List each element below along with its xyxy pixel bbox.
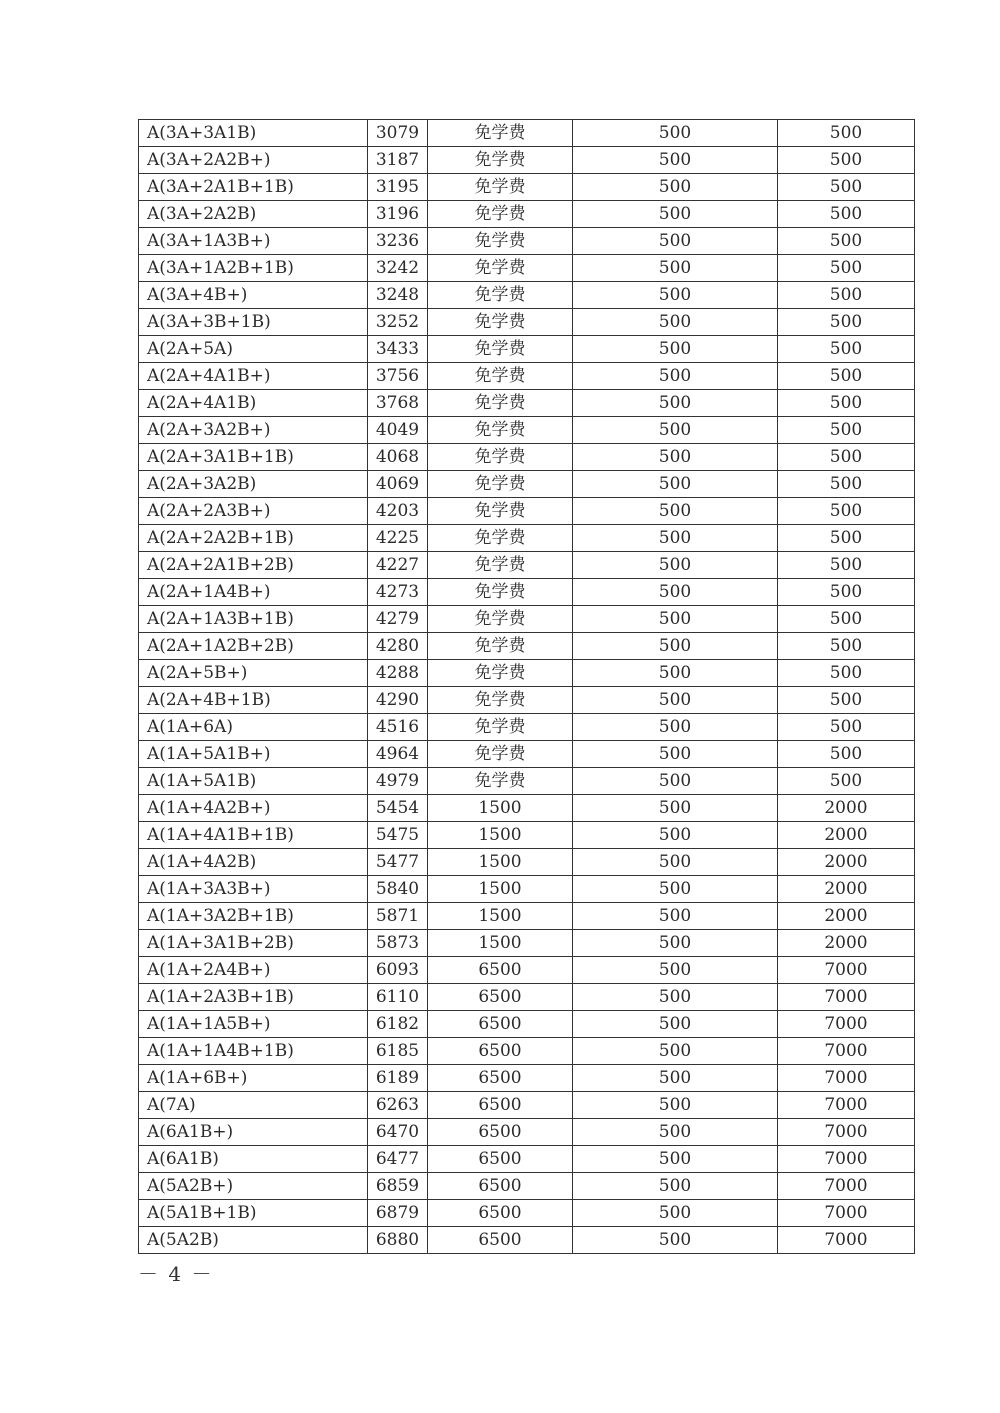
table-cell: 500 [778,282,915,309]
table-cell: A(3A+1A2B+1B) [139,255,368,282]
table-row [139,444,915,471]
table-cell: 500 [778,309,915,336]
table-cell: 6880 [368,1227,428,1254]
table-cell: 500 [573,741,778,768]
table-row [139,687,915,714]
table-cell: 500 [573,714,778,741]
table-cell: 6859 [368,1173,428,1200]
table-cell: A(1A+4A1B+1B) [139,822,368,849]
table-cell: 6500 [428,1146,573,1173]
table-cell: 500 [573,606,778,633]
table-cell: 500 [573,633,778,660]
table-cell: A(3A+3B+1B) [139,309,368,336]
table-cell: 4964 [368,741,428,768]
table-row [139,795,915,822]
table-cell: 7000 [778,1065,915,1092]
table-cell: 500 [573,1227,778,1254]
table-cell: 500 [573,1065,778,1092]
table-cell: A(2A+3A1B+1B) [139,444,368,471]
table-cell: 500 [573,309,778,336]
page-number: － 4 － [138,1262,214,1286]
table-cell: A(3A+3A1B) [139,120,368,147]
table-cell: A(1A+3A3B+) [139,876,368,903]
table-cell: A(2A+2A3B+) [139,498,368,525]
table-cell: 3187 [368,147,428,174]
table-cell: 3236 [368,228,428,255]
table-cell: 500 [778,633,915,660]
table-cell: A(5A1B+1B) [139,1200,368,1227]
table-cell: 免学费 [428,363,573,390]
table-cell: 4069 [368,471,428,498]
table-cell: 免学费 [428,417,573,444]
table-cell: A(1A+4A2B) [139,849,368,876]
table-cell: 6500 [428,1227,573,1254]
table-row [139,984,915,1011]
table-cell: 6500 [428,957,573,984]
table-cell: A(3A+2A2B) [139,201,368,228]
table-cell: A(2A+4B+1B) [139,687,368,714]
table-cell: 500 [778,417,915,444]
table-cell: A(3A+4B+) [139,282,368,309]
table-row [139,552,915,579]
table-cell: 500 [573,660,778,687]
table-cell: 免学费 [428,174,573,201]
table-cell: 免学费 [428,201,573,228]
table-cell: 2000 [778,822,915,849]
table-row [139,849,915,876]
table-cell: 免学费 [428,336,573,363]
table-cell: 免学费 [428,741,573,768]
table-cell: 7000 [778,1038,915,1065]
table-cell: 免学费 [428,633,573,660]
table-cell: 500 [573,498,778,525]
table-row [139,930,915,957]
table-cell: 3242 [368,255,428,282]
table-row [139,1065,915,1092]
table-cell: 6093 [368,957,428,984]
table-cell: 6500 [428,984,573,1011]
table-row [139,1146,915,1173]
table-row [139,714,915,741]
table-cell: 7000 [778,1227,915,1254]
table-cell: 4227 [368,552,428,579]
table-cell: 7000 [778,1092,915,1119]
table-cell: 500 [573,687,778,714]
table-cell: 500 [573,120,778,147]
table-cell: 7000 [778,1146,915,1173]
table-cell: 5873 [368,930,428,957]
table-cell: 免学费 [428,228,573,255]
table-cell: A(1A+3A1B+2B) [139,930,368,957]
table-cell: 500 [573,525,778,552]
table-cell: 6500 [428,1065,573,1092]
table-cell: 免学费 [428,471,573,498]
table-cell: A(5A2B+) [139,1173,368,1200]
table-cell: 7000 [778,984,915,1011]
table-cell: A(1A+5A1B+) [139,741,368,768]
table-cell: 500 [573,795,778,822]
table-cell: 1500 [428,876,573,903]
table-cell: 500 [778,660,915,687]
table-cell: 500 [778,174,915,201]
table-cell: 500 [573,282,778,309]
table-cell: A(1A+2A3B+1B) [139,984,368,1011]
table-cell: A(7A) [139,1092,368,1119]
table-row [139,1200,915,1227]
table-cell: 500 [778,768,915,795]
table-cell: 6182 [368,1011,428,1038]
table-cell: A(2A+2A2B+1B) [139,525,368,552]
table-cell: 5871 [368,903,428,930]
table-cell: A(2A+5B+) [139,660,368,687]
table-cell: 6500 [428,1119,573,1146]
table-cell: 4225 [368,525,428,552]
table-cell: 500 [573,1200,778,1227]
table-cell: 7000 [778,957,915,984]
table-cell: 5454 [368,795,428,822]
table-cell: 6189 [368,1065,428,1092]
table-row [139,1173,915,1200]
table-row [139,228,915,255]
table-row [139,120,915,147]
table-cell: 2000 [778,849,915,876]
table-row [139,390,915,417]
table-cell: 500 [778,147,915,174]
table-row [139,174,915,201]
table-cell: 500 [778,363,915,390]
table-cell: 6879 [368,1200,428,1227]
table-cell: 1500 [428,822,573,849]
table-row [139,660,915,687]
table-cell: 500 [573,201,778,228]
table-cell: 6500 [428,1173,573,1200]
table-cell: 7000 [778,1173,915,1200]
table-cell: 免学费 [428,606,573,633]
table-cell: 6110 [368,984,428,1011]
table-cell: 500 [573,984,778,1011]
table-cell: 500 [573,876,778,903]
table-row [139,768,915,795]
table-cell: A(3A+1A3B+) [139,228,368,255]
table-cell: 1500 [428,930,573,957]
table-cell: 4516 [368,714,428,741]
table-cell: 500 [573,930,778,957]
table-cell: 3248 [368,282,428,309]
table-row [139,1227,915,1254]
table-cell: A(3A+2A2B+) [139,147,368,174]
table-row [139,606,915,633]
table-cell: A(1A+3A2B+1B) [139,903,368,930]
table-row [139,201,915,228]
table-cell: 免学费 [428,579,573,606]
table-cell: 500 [573,1038,778,1065]
table-cell: 4288 [368,660,428,687]
table-cell: 3756 [368,363,428,390]
table-cell: 500 [778,741,915,768]
table-cell: A(3A+2A1B+1B) [139,174,368,201]
table-cell: 5840 [368,876,428,903]
table-row [139,633,915,660]
table-cell: 7000 [778,1119,915,1146]
table-cell: 4049 [368,417,428,444]
table-cell: 500 [778,201,915,228]
table-cell: A(2A+3A2B+) [139,417,368,444]
table-row [139,498,915,525]
table-cell: 500 [573,1173,778,1200]
table-cell: 3195 [368,174,428,201]
table-cell: 免学费 [428,687,573,714]
table-cell: 免学费 [428,147,573,174]
table-row [139,1038,915,1065]
table-cell: 3433 [368,336,428,363]
table-cell: 500 [778,471,915,498]
table-cell: 6477 [368,1146,428,1173]
table-cell: 7000 [778,1011,915,1038]
table-cell: 免学费 [428,768,573,795]
table-row [139,282,915,309]
table-cell: A(5A2B) [139,1227,368,1254]
table-cell: 500 [778,498,915,525]
table-row [139,903,915,930]
table-cell: 免学费 [428,309,573,336]
table-cell: 1500 [428,849,573,876]
table-cell: 500 [778,579,915,606]
table-row [139,363,915,390]
table-cell: 500 [573,228,778,255]
table-row [139,309,915,336]
table-cell: 500 [573,471,778,498]
table-cell: 6470 [368,1119,428,1146]
table-cell: 500 [573,147,778,174]
table-cell: A(2A+1A3B+1B) [139,606,368,633]
table-cell: 500 [573,1146,778,1173]
table-cell: 免学费 [428,552,573,579]
table-cell: 免学费 [428,714,573,741]
table-row [139,579,915,606]
table-cell: 5477 [368,849,428,876]
table-cell: 3196 [368,201,428,228]
table-cell: 7000 [778,1200,915,1227]
table-row [139,1119,915,1146]
fee-table [138,119,915,1254]
table-cell: 2000 [778,930,915,957]
table-cell: 500 [573,552,778,579]
table-cell: 3768 [368,390,428,417]
table-cell: A(1A+2A4B+) [139,957,368,984]
table-cell: 2000 [778,903,915,930]
table-row [139,255,915,282]
table-cell: A(2A+4A1B+) [139,363,368,390]
table-cell: 500 [778,687,915,714]
table-cell: 6500 [428,1038,573,1065]
table-cell: 1500 [428,795,573,822]
table-cell: 免学费 [428,282,573,309]
table-cell: 500 [573,255,778,282]
table-cell: 4279 [368,606,428,633]
table-cell: 4290 [368,687,428,714]
table-cell: 1500 [428,903,573,930]
table-cell: 免学费 [428,390,573,417]
table-cell: 500 [573,579,778,606]
table-row [139,957,915,984]
table-cell: 4203 [368,498,428,525]
table-cell: 免学费 [428,444,573,471]
table-cell: 500 [573,174,778,201]
table-cell: 5475 [368,822,428,849]
table-cell: 500 [573,903,778,930]
table-cell: 4280 [368,633,428,660]
table-cell: 6500 [428,1011,573,1038]
table-cell: 500 [573,336,778,363]
table-row [139,1011,915,1038]
table-cell: A(1A+4A2B+) [139,795,368,822]
table-cell: 500 [573,390,778,417]
table-cell: A(2A+1A2B+2B) [139,633,368,660]
table-cell: 500 [778,552,915,579]
table-cell: 4068 [368,444,428,471]
table-cell: 500 [573,1011,778,1038]
table-cell: 500 [778,228,915,255]
table-cell: 3252 [368,309,428,336]
table-cell: A(2A+4A1B) [139,390,368,417]
fee-table-body [139,120,915,1254]
table-row [139,741,915,768]
table-cell: 500 [778,390,915,417]
table-cell: 500 [778,255,915,282]
table-row [139,1092,915,1119]
table-cell: 2000 [778,876,915,903]
table-cell: 500 [573,444,778,471]
table-row [139,471,915,498]
table-cell: 免学费 [428,498,573,525]
table-cell: 500 [778,714,915,741]
table-cell: 6500 [428,1200,573,1227]
table-cell: 500 [573,822,778,849]
table-cell: A(2A+2A1B+2B) [139,552,368,579]
table-cell: 500 [573,1092,778,1119]
table-cell: A(6A1B) [139,1146,368,1173]
table-cell: 免学费 [428,660,573,687]
table-cell: 6185 [368,1038,428,1065]
table-cell: 免学费 [428,120,573,147]
table-cell: 500 [778,336,915,363]
table-cell: 500 [573,849,778,876]
table-row [139,336,915,363]
table-cell: 4979 [368,768,428,795]
table-cell: 500 [573,1119,778,1146]
table-cell: 2000 [778,795,915,822]
table-cell: A(1A+6A) [139,714,368,741]
table-cell: 500 [573,363,778,390]
table-cell: 免学费 [428,525,573,552]
table-cell: 500 [573,417,778,444]
table-cell: A(6A1B+) [139,1119,368,1146]
table-cell: A(2A+1A4B+) [139,579,368,606]
table-row [139,876,915,903]
table-cell: 500 [778,525,915,552]
table-cell: 500 [778,606,915,633]
table-cell: 500 [573,768,778,795]
table-cell: 6500 [428,1092,573,1119]
table-cell: 3079 [368,120,428,147]
table-cell: A(1A+1A5B+) [139,1011,368,1038]
table-cell: 免学费 [428,255,573,282]
table-row [139,822,915,849]
table-cell: 500 [778,120,915,147]
table-cell: 500 [573,957,778,984]
table-cell: A(1A+1A4B+1B) [139,1038,368,1065]
table-row [139,417,915,444]
table-cell: A(2A+3A2B) [139,471,368,498]
table-cell: 500 [778,444,915,471]
table-cell: A(2A+5A) [139,336,368,363]
table-cell: A(1A+5A1B) [139,768,368,795]
table-row [139,147,915,174]
table-row [139,525,915,552]
table-cell: A(1A+6B+) [139,1065,368,1092]
table-cell: 4273 [368,579,428,606]
table-cell: 6263 [368,1092,428,1119]
